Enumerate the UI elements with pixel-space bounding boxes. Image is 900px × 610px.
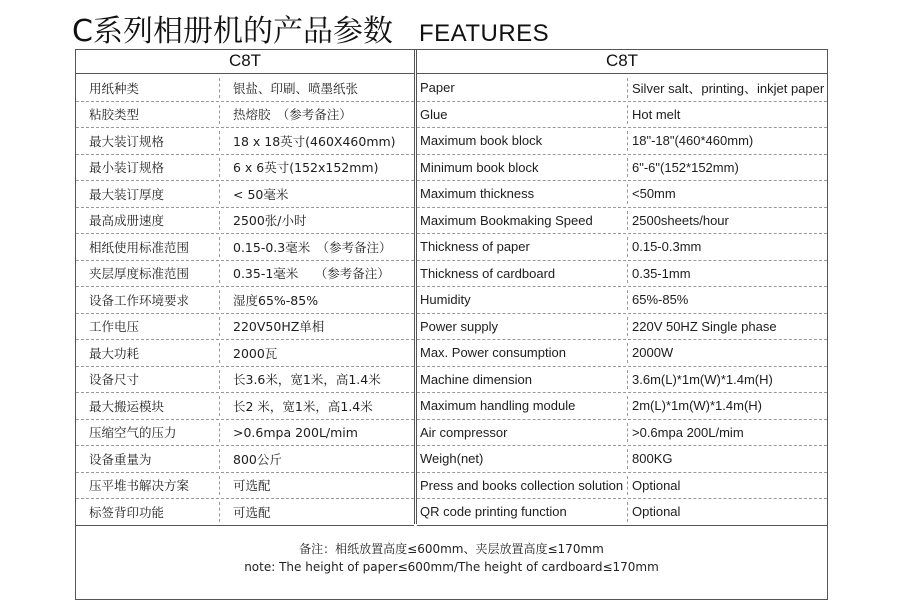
column-separator (219, 317, 220, 337)
spec-label-en: Humidity (420, 292, 471, 308)
spec-value-cn: 800公斤 (233, 451, 282, 467)
spec-label-cn: 用纸种类 (89, 80, 140, 96)
table-row-english (417, 261, 827, 288)
spec-label-en: Glue (420, 106, 448, 122)
column-separator (219, 158, 220, 178)
column-separator (627, 131, 628, 151)
column-separator (627, 396, 628, 416)
column-separator (627, 211, 628, 231)
table-row-chinese (76, 473, 414, 500)
spec-label-en: Machine dimension (420, 371, 533, 387)
spec-label-cn: 设备尺寸 (89, 372, 140, 388)
column-separator (219, 423, 220, 443)
spec-label-cn: 设备重量为 (89, 451, 152, 467)
spec-label-cn: 最小装订规格 (89, 160, 165, 176)
table-row-chinese (76, 261, 414, 288)
column-separator (627, 502, 628, 522)
spec-label-en: Thickness of paper (420, 239, 530, 255)
spec-value-en: 18"-18"(460*460mm) (632, 133, 754, 149)
table-row-english (417, 446, 827, 473)
title-chinese: C系列相册机的产品参数 (72, 14, 393, 49)
table-row-chinese (76, 287, 414, 314)
table-row-chinese (76, 367, 414, 394)
spec-value-en: <50mm (632, 186, 676, 202)
spec-value-cn: 6 x 6英寸(152x152mm) (233, 160, 379, 176)
column-separator (627, 184, 628, 204)
note-english: note: The height of paper≤600mm/The height of cardboard≤170mm (244, 560, 659, 574)
table-row-chinese (76, 234, 414, 261)
spec-value-cn: 银盐、印刷、喷墨纸张 (233, 80, 359, 96)
spec-label-cn: 最大搬运模块 (89, 398, 165, 414)
spec-value-cn: 18 x 18英寸(460X460mm) (233, 133, 396, 149)
column-separator (627, 476, 628, 496)
column-separator (627, 370, 628, 390)
spec-value-en: Hot melt (632, 106, 681, 122)
table-row-english (417, 340, 827, 367)
table-row-chinese (76, 420, 414, 447)
spec-label-cn: 最高成册速度 (89, 213, 165, 229)
spec-label-en: Power supply (420, 318, 499, 334)
column-separator (219, 131, 220, 151)
table-row-english (417, 75, 827, 102)
table-row-english (417, 499, 827, 526)
column-separator (627, 158, 628, 178)
spec-label-cn: 标签背印功能 (89, 504, 165, 520)
spec-value-en: 800KG (632, 451, 673, 467)
table-row-chinese (76, 446, 414, 473)
column-separator (219, 105, 220, 125)
spec-value-en: 6"-6"(152*152mm) (632, 159, 739, 175)
spec-value-en: 2m(L)*1m(W)*1.4m(H) (632, 398, 762, 414)
spec-value-en: 3.6m(L)*1m(W)*1.4m(H) (632, 371, 773, 387)
column-separator (627, 78, 628, 98)
notes (76, 540, 827, 576)
spec-value-en: Optional (632, 504, 681, 520)
table-row-chinese (76, 181, 414, 208)
column-separator (627, 423, 628, 443)
spec-label-cn: 粘胶类型 (89, 107, 140, 123)
spec-value-cn: 220V50HZ单相 (233, 319, 325, 335)
spec-value-en: 2000W (632, 345, 674, 361)
table-row-english (417, 128, 827, 155)
column-separator (219, 264, 220, 284)
table-row-english (417, 102, 827, 129)
spec-value-cn: 长3.6米，宽1米，高1.4米 (233, 372, 381, 388)
spec-label-cn: 设备工作环境要求 (89, 292, 190, 308)
table-row-english (417, 208, 827, 235)
spec-label-en: Thickness of cardboard (420, 265, 556, 281)
column-separator (627, 449, 628, 469)
column-separator (219, 449, 220, 469)
column-separator (219, 78, 220, 98)
spec-label-en: Maximum Bookmaking Speed (420, 212, 593, 228)
spec-label-cn: 最大装订规格 (89, 133, 165, 149)
spec-value-cn: 2000瓦 (233, 345, 278, 361)
spec-value-en: >0.6mpa 200L/mim (632, 424, 744, 440)
title-english: FEATURES (418, 20, 550, 47)
table-row-chinese (76, 208, 414, 235)
spec-label-cn: 压缩空气的压力 (89, 425, 177, 441)
column-separator (627, 237, 628, 257)
table-row-english (417, 287, 827, 314)
column-separator (627, 343, 628, 363)
spec-value-cn: 长2 米，宽1米，高1.4米 (233, 398, 373, 414)
spec-label-cn: 最大功耗 (89, 345, 140, 361)
column-separator (219, 343, 220, 363)
column-separator (219, 476, 220, 496)
table-row-english (417, 155, 827, 182)
spec-value-en: 0.15-0.3mm (632, 239, 702, 255)
spec-value-cn: 热熔胶 （参考备注） (233, 107, 352, 123)
column-separator (219, 370, 220, 390)
spec-label-en: QR code printing function (420, 504, 567, 520)
spec-label-en: Minimum book block (420, 159, 539, 175)
table-row-english (417, 393, 827, 420)
spec-value-en: 220V 50HZ Single phase (632, 318, 777, 334)
note-chinese: 备注：相纸放置高度≤600mm、夹层放置高度≤170mm (299, 542, 604, 556)
spec-label-en: Air compressor (420, 424, 508, 440)
table-row-english (417, 473, 827, 500)
table-row-chinese (76, 102, 414, 129)
column-separator (219, 184, 220, 204)
column-separator (219, 211, 220, 231)
spec-label-cn: 压平堆书解决方案 (89, 478, 190, 494)
spec-label-en: Maximum book block (420, 133, 543, 149)
column-separator (627, 105, 628, 125)
spec-value-cn: 0.35-1毫米 （参考备注） (233, 266, 390, 282)
column-separator (219, 237, 220, 257)
spec-value-cn: 可选配 (233, 504, 271, 520)
table-row-chinese (76, 314, 414, 341)
spec-value-en: 2500sheets/hour (632, 212, 729, 228)
spec-label-cn: 夹层厚度标准范围 (89, 266, 190, 282)
spec-value-en: Optional (632, 477, 681, 493)
column-separator (219, 396, 220, 416)
column-separator (627, 317, 628, 337)
table-row-english (417, 314, 827, 341)
spec-label-en: Maximum handling module (420, 398, 576, 414)
spec-value-en: 65%-85% (632, 292, 689, 308)
table-row-chinese (76, 155, 414, 182)
header-model-chinese-table: C8T (76, 49, 414, 74)
spec-label-cn: 最大装订厚度 (89, 186, 165, 202)
spec-value-cn: 2500张/小时 (233, 213, 307, 229)
spec-label-en: Weigh(net) (420, 451, 484, 467)
spec-label-en: Max. Power consumption (420, 345, 566, 361)
spec-label-en: Maximum thickness (420, 186, 535, 202)
spec-value-cn: 湿度65%-85% (233, 292, 319, 308)
column-separator (627, 264, 628, 284)
table-row-english (417, 181, 827, 208)
spec-value-en: Silver salt、printing、inkjet paper (632, 81, 825, 97)
spec-label-cn: 工作电压 (89, 319, 140, 335)
spec-label-cn: 相纸使用标准范围 (89, 239, 190, 255)
table-row-chinese (76, 499, 414, 526)
column-separator (219, 502, 220, 522)
table-row-english (417, 234, 827, 261)
header-model-english-table: C8T (417, 49, 827, 74)
spec-value-cn: >0.6mpa 200L/mim (233, 424, 358, 440)
table-row-chinese (76, 128, 414, 155)
table-row-chinese (76, 393, 414, 420)
spec-label-en: Paper (420, 80, 455, 96)
table-row-chinese (76, 340, 414, 367)
spec-value-en: 0.35-1mm (632, 265, 691, 281)
table-row-english (417, 420, 827, 447)
table-row-chinese (76, 75, 414, 102)
page-title (72, 6, 550, 49)
table-row-english (417, 367, 827, 394)
spec-value-cn: 0.15-0.3毫米 （参考备注） (233, 239, 392, 255)
column-separator (219, 290, 220, 310)
spec-value-cn: < 50毫米 (233, 186, 289, 202)
spec-label-en: Press and books collection solution (420, 477, 624, 493)
column-separator (627, 290, 628, 310)
spec-value-cn: 可选配 (233, 478, 271, 494)
